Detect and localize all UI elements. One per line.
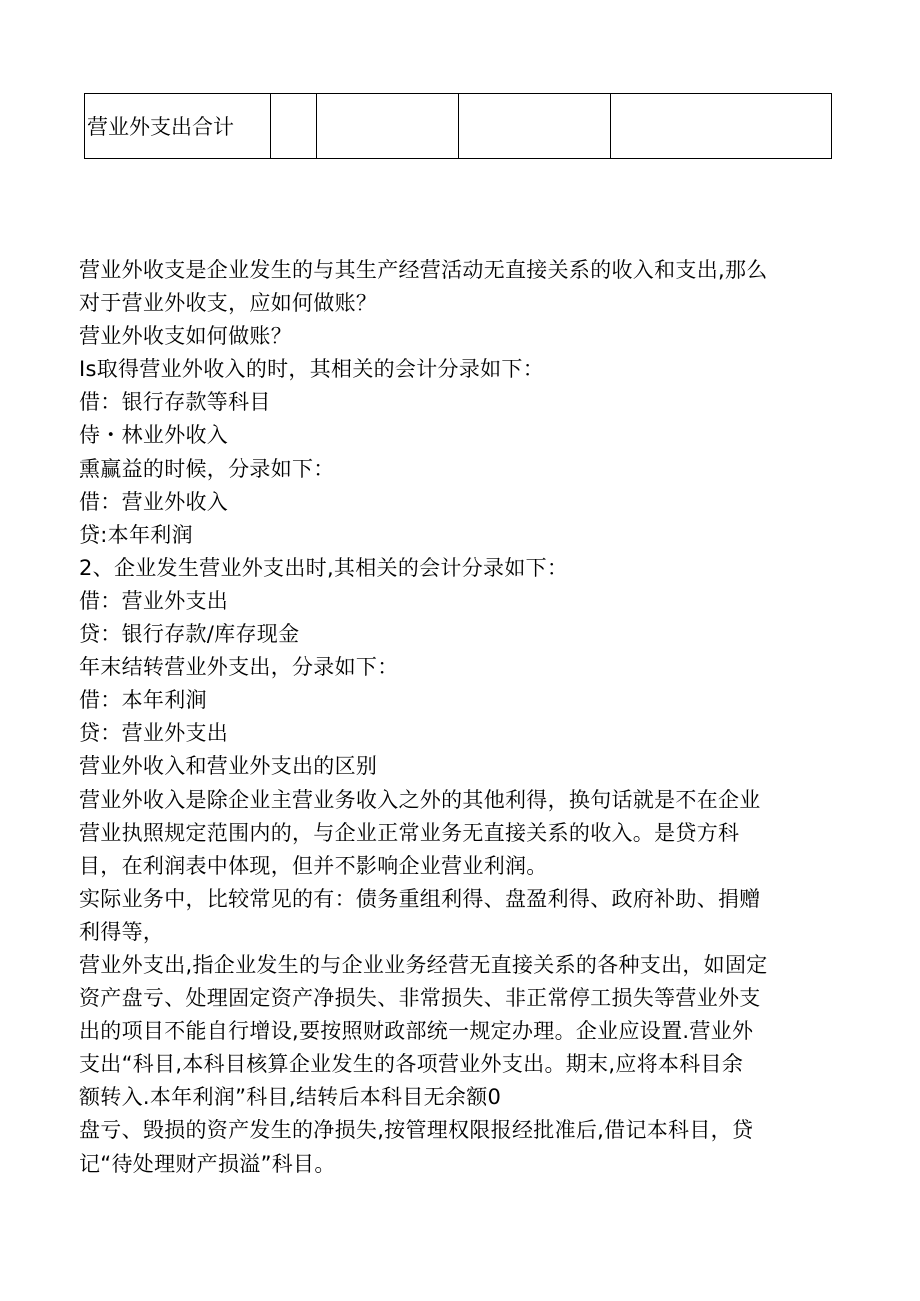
- journal-entry-line: 借：银行存款等科目: [79, 390, 271, 415]
- text-line: 目，在利润表中体现，但并不影响企业营业利润。: [79, 853, 548, 878]
- text-line: 盘亏、毁损的资产发生的净损失,按管理权限报经批准后,借记本科目，贷: [79, 1118, 754, 1143]
- text-line: 利得等，: [79, 919, 165, 944]
- text-line: 记“待处理财产损溢”科目。: [79, 1151, 336, 1176]
- text-line: 营业外收入是除企业主营业务收入之外的其他利得，换句话就是不在企业: [79, 787, 761, 812]
- table-cell: [459, 94, 611, 159]
- text-line: 营业外收支是企业发生的与其生产经营活动无直接关系的收入和支出,那么: [79, 258, 768, 282]
- section-heading: 营业外收入和营业外支出的区别: [79, 754, 378, 779]
- journal-entry-line: 贷:本年利润: [79, 522, 193, 547]
- table-cell: [611, 94, 832, 159]
- text-line: 出的项目不能自行增设,要按照财政部统一规定办理。企业应设置.营业外: [79, 1019, 754, 1044]
- table-cell: [317, 94, 459, 159]
- journal-entry-line: 借：营业外支出: [79, 588, 229, 613]
- table-cell: [271, 94, 317, 159]
- table-row: [85, 94, 832, 159]
- text-line: Is取得营业外收入的时，其相关的会计分录如下：: [79, 357, 545, 382]
- text-line: 营业执照规定范围内的，与企业正常业务无直接关系的收入。是贷方科: [79, 820, 740, 845]
- journal-entry-line: 侍・林业外收入: [79, 423, 229, 448]
- journal-entry-line: 借：营业外收入: [79, 489, 229, 514]
- document-body: [79, 254, 859, 1181]
- text-line: 对于营业外收支，应如何做账？: [79, 291, 378, 316]
- text-line: 熏赢益的时候，分录如下：: [79, 456, 335, 481]
- journal-entry-line: 借：本年利涧: [79, 688, 207, 713]
- text-line: 资产盘亏、处理固定资产净损失、非常损失、非正常停工损失等营业外支: [79, 986, 761, 1011]
- text-line: 支出“科目,本科目核算企业发生的各项营业外支出。期末,应将本科目余: [79, 1052, 744, 1077]
- text-line: 2、企业发生营业外支出时,其相关的会计分录如下：: [79, 555, 569, 580]
- text-line: 实际业务中，比较常见的有：债务重组利得、盘盈利得、政府补助、捐赠: [79, 886, 761, 911]
- text-line: 营业外支出,指企业发生的与企业业务经营无直接关系的各种支出，如固定: [79, 952, 768, 977]
- summary-table: [84, 93, 832, 159]
- text-line: 额转入.本年利润”科目,结转后本科目无余额0: [79, 1085, 502, 1110]
- journal-entry-line: 贷：银行存款/库存现金: [79, 622, 300, 647]
- journal-entry-line: 贷：营业外支出: [79, 721, 229, 746]
- row-label-cell: 营业外支出合计: [85, 94, 271, 159]
- text-line: 年末结转营业外支出，分录如下：: [79, 655, 399, 680]
- section-heading: 营业外收支如何做账？: [79, 324, 292, 349]
